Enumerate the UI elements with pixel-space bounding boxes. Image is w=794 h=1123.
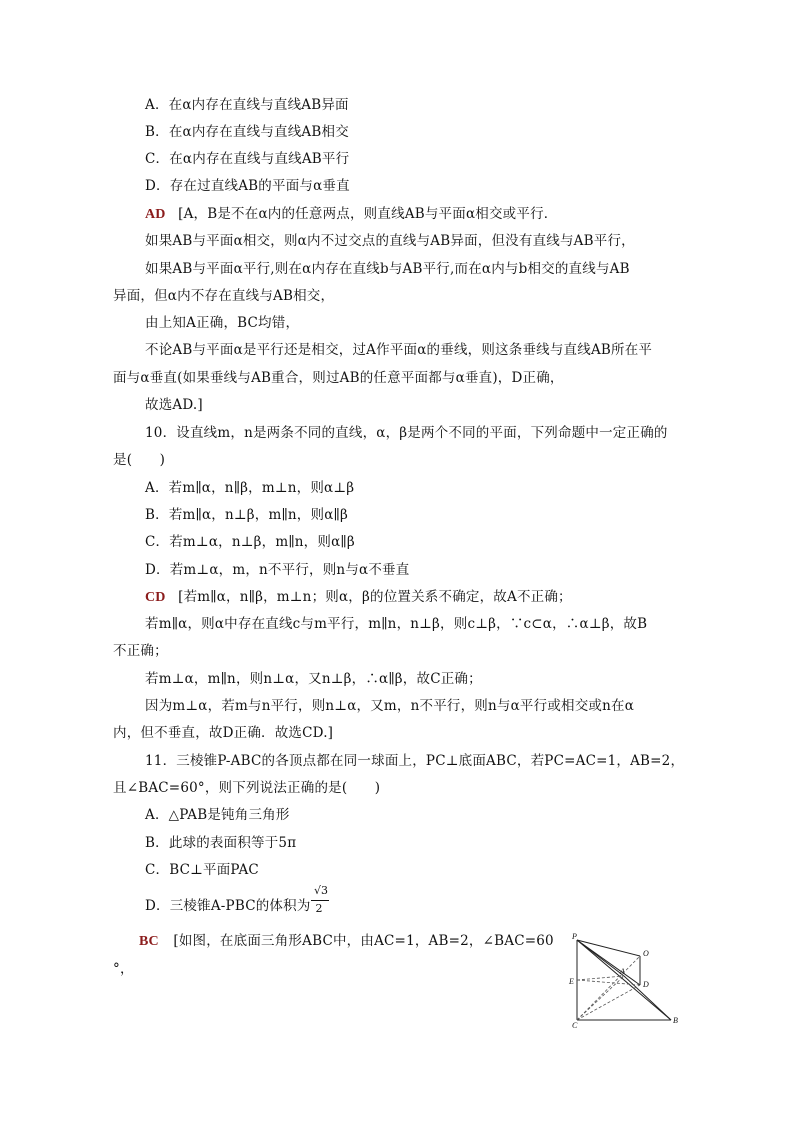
label-a: A: [620, 967, 625, 976]
q10-answer: CD: [145, 590, 166, 605]
q11-solution-line-2: °，: [113, 961, 134, 977]
q9-solution-line-8: 故选AD.]: [145, 397, 203, 413]
label-b: B: [673, 1016, 678, 1025]
dashed-co: [577, 956, 640, 1020]
q10-stem-line-1: 10．设直线m，n是两条不同的直线，α，β是两个不同的平面，下列命题中一定正确的: [145, 425, 668, 441]
q9-solution-line-5: 由上知A正确，BC均错，: [145, 315, 300, 331]
q10-solution-line-5: 因为m⊥α，若m与n平行，则n⊥α，又m，n不平行，则n与α平行或相交或n在α: [145, 698, 635, 714]
q9-solution-line-3: 如果AB与平面α平行,则在α内存在直线b与AB平行,而在α内与b相交的直线与AB: [145, 261, 630, 277]
q10-solution-line-6: 内，但不垂直，故D正确．故选CD.]: [113, 725, 334, 741]
q9-option-c: C．在α内存在直线与直线AB平行: [145, 151, 350, 167]
q10-option-b: B．若m∥α，n⊥β，m∥n，则α∥β: [145, 507, 348, 523]
q11-stem-line-2: 且∠BAC=60°，则下列说法正确的是( ): [113, 780, 381, 796]
q10-option-d: D．若m⊥α，m，n不平行，则n与α不垂直: [145, 562, 410, 578]
q10-solution-line-3: 不正确；: [113, 643, 168, 659]
q10-solution-line-2: 若m∥α，则α中存在直线c与m平行，m∥n，n⊥β，则c⊥β，∵c⊂α，∴α⊥β，故B: [145, 616, 648, 632]
q11-answer: BC: [139, 934, 159, 949]
q11-option-b: B．此球的表面积等于5π: [145, 835, 297, 851]
label-p: P: [572, 932, 577, 941]
q9-solution-start: [145, 205, 557, 224]
fraction-bar: [311, 900, 329, 901]
q9-solution-line-7: 面与α垂直(如果垂线与AB重合，则过AB的任意平面都与α垂直)，D正确，: [113, 370, 564, 386]
q10-option-a: A．若m∥α，n∥β，m⊥n，则α⊥β: [145, 480, 355, 496]
label-o: O: [643, 949, 649, 958]
q9-solution-line-4: 异面，但α内不存在直线与AB相交，: [113, 288, 335, 304]
q9-solution-line-1: [A，B是不在α内的任意两点，则直线AB与平面α相交或平行．: [178, 206, 558, 222]
edge-pd: [577, 940, 640, 985]
q11-option-a: A．△PAB是钝角三角形: [145, 807, 290, 823]
q9-solution-line-2: 如果AB与平面α相交，则α内不过交点的直线与AB异面，但没有直线与AB平行，: [145, 233, 635, 249]
q11-option-c: C．BC⊥平面PAC: [145, 862, 259, 878]
label-d: D: [643, 980, 649, 989]
q11-stem-line-1: 11．三棱锥P-ABC的各顶点都在同一球面上，PC⊥底面ABC，若PC=AC=1，AB=2，: [145, 753, 685, 769]
label-e: E: [569, 977, 574, 986]
q11-option-d: D．三棱锥A-PBC的体积为: [145, 898, 311, 914]
q10-solution-start: [145, 588, 572, 607]
q10-solution-line-1: [若m∥α，n∥β，m⊥n；则α，β的位置关系不确定，故A不正确；: [178, 589, 572, 605]
q9-answer: AD: [145, 207, 166, 222]
q10-option-c: C．若m⊥α，n⊥β，m∥n，则α∥β: [145, 534, 355, 550]
dashed-cd: [577, 985, 640, 1020]
q10-stem-line-2: 是( ): [113, 452, 166, 468]
fraction-numerator: √3: [313, 884, 328, 897]
q9-solution-line-6: 不论AB与平面α是平行还是相交，过A作平面α的垂线，则这条垂线与直线AB所在平: [145, 342, 653, 358]
q9-option-b: B．在α内存在直线与直线AB相交: [145, 124, 349, 140]
q11-solution-line-1: [如图，在底面三角形ABC中，由AC=1，AB=2，∠BAC=60: [173, 933, 554, 949]
q9-option-d: D．存在过直线AB的平面与α垂直: [145, 178, 350, 194]
tetrahedron-figure: [564, 930, 694, 1030]
fraction-denominator: 2: [315, 902, 323, 915]
q10-solution-line-4: 若m⊥α，m∥n，则n⊥α，又n⊥β，∴α∥β，故C正确；: [145, 671, 482, 687]
q11-solution-start: [139, 932, 554, 951]
q9-option-a: A．在α内存在直线与直线AB异面: [145, 97, 349, 113]
label-c: C: [572, 1021, 578, 1030]
